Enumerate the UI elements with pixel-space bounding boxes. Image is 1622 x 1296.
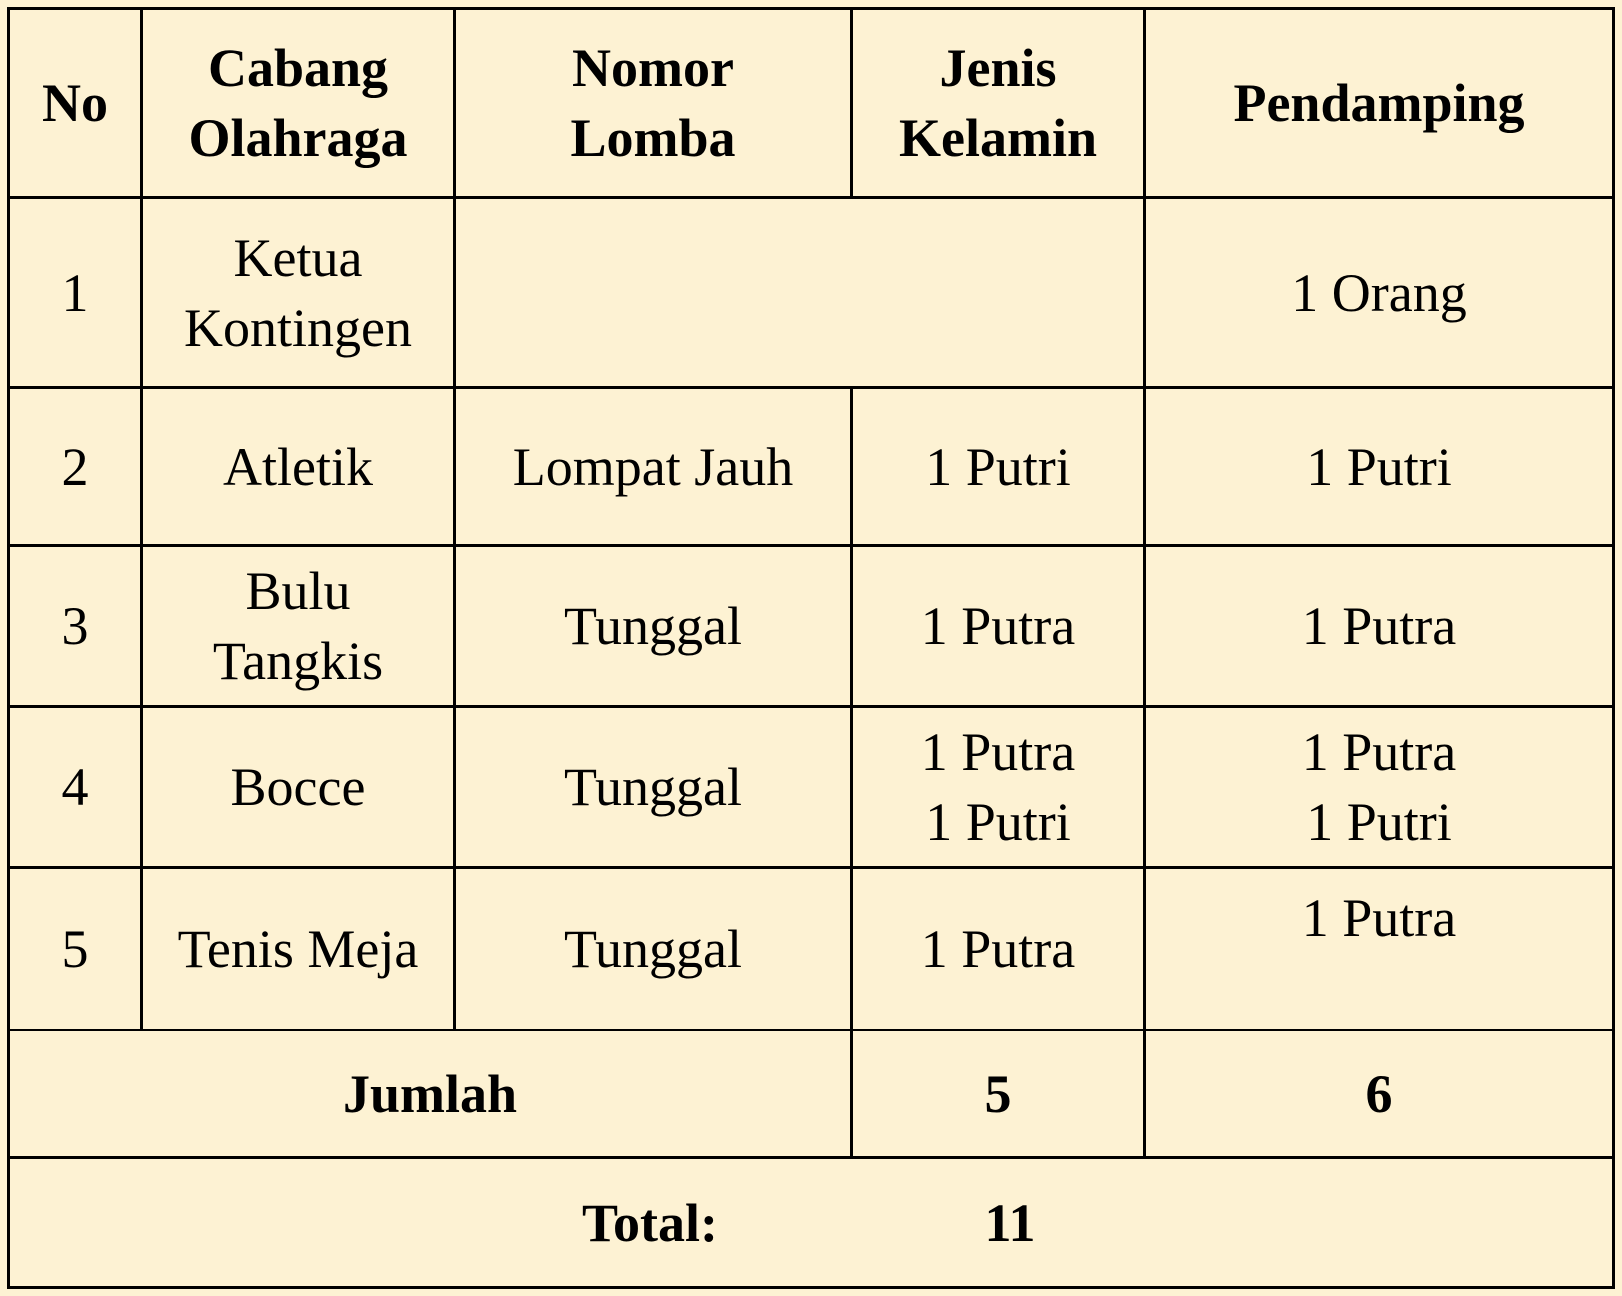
row-5-no-text: 5 (61, 919, 89, 979)
row-5-cabang-text: Tenis Meja (177, 919, 419, 979)
header-cabang (143, 10, 453, 196)
divider-row-1 (7, 386, 1615, 389)
row-4-jenis (853, 708, 1143, 866)
header-nomor-line1: Nomor (572, 38, 734, 98)
row-5-pendamping-text: 1 Putra (1301, 888, 1457, 948)
border-right (1612, 7, 1615, 1289)
row-2-cabang-text: Atletik (223, 436, 373, 497)
divider-col-nomor-body (850, 386, 853, 1159)
total-label (460, 1160, 840, 1286)
row-2-nomor (456, 389, 850, 544)
row-5-nomor (456, 869, 850, 1029)
row-4-pendamping-line2: 1 Putri (1306, 792, 1452, 852)
row-3-pendamping-text: 1 Putra (1301, 596, 1457, 656)
divider-row-5 (7, 1029, 1615, 1031)
row-2-jenis-text: 1 Putri (925, 436, 1071, 497)
row-5-cabang (143, 869, 453, 1029)
row-1-cabang (143, 199, 453, 386)
row-4-cabang-text: Bocce (230, 757, 366, 817)
divider-header (7, 196, 1615, 199)
row-1-cabang-line2: Kontingen (184, 297, 412, 358)
row-1-no (10, 199, 140, 386)
header-jenis-line2: Kelamin (899, 108, 1097, 168)
row-5-no (10, 869, 140, 1029)
row-4-nomor-text: Tunggal (563, 757, 743, 817)
jumlah-pendamping-total (1146, 1031, 1612, 1156)
row-5-pendamping (1146, 869, 1612, 1029)
row-3-nomor (456, 547, 850, 705)
divider-col-no (140, 7, 143, 1031)
row-4-nomor (456, 708, 850, 866)
row-5-jenis-text: 1 Putra (920, 919, 1076, 979)
row-3-pendamping (1146, 547, 1612, 705)
row-1-pendamping-text: 1 Orang (1291, 262, 1467, 323)
row-4-no-text: 4 (61, 757, 89, 817)
divider-col-jenis (1143, 7, 1146, 1159)
jumlah-jenis-total (853, 1031, 1143, 1156)
row-1-no-text: 1 (61, 262, 89, 323)
header-cabang-line2: Olahraga (188, 108, 408, 168)
divider-row-2 (7, 544, 1615, 547)
header-pendamping (1146, 10, 1612, 196)
jumlah-label (10, 1031, 850, 1156)
header-nomor-line2: Lomba (570, 108, 736, 168)
row-2-no-text: 2 (61, 436, 89, 497)
row-3-no-text: 3 (61, 596, 89, 656)
divider-col-nomor-header (850, 7, 853, 198)
row-3-jenis-text: 1 Putra (920, 596, 1076, 656)
border-top (7, 7, 1615, 10)
row-3-jenis (853, 547, 1143, 705)
total-value-text: 11 (984, 1193, 1036, 1253)
border-bottom (7, 1286, 1615, 1289)
row-4-jenis-line2: 1 Putri (925, 792, 1071, 852)
total-label-text: Total: (581, 1193, 719, 1253)
row-3-cabang-line2: Tangkis (212, 631, 384, 691)
header-cabang-line1: Cabang (207, 38, 389, 98)
jumlah-pendamping-total-text: 6 (1365, 1063, 1393, 1124)
row-2-jenis (853, 389, 1143, 544)
divider-row-3 (7, 705, 1615, 708)
border-left (7, 7, 10, 1289)
header-jenis-line1: Jenis (939, 38, 1057, 98)
header-no (10, 10, 140, 196)
row-3-cabang-line1: Bulu (245, 561, 351, 621)
row-4-no (10, 708, 140, 866)
row-2-pendamping (1146, 389, 1612, 544)
row-5-nomor-text: Tunggal (563, 919, 743, 979)
header-jenis (853, 10, 1143, 196)
row-2-cabang (143, 389, 453, 544)
header-pendamping-label: Pendamping (1233, 73, 1525, 133)
row-5-jenis (853, 869, 1143, 1029)
divider-row-4 (7, 866, 1615, 869)
divider-jumlah (7, 1156, 1615, 1159)
row-3-nomor-text: Tunggal (563, 596, 743, 656)
row-3-no (10, 547, 140, 705)
row-4-pendamping (1146, 708, 1612, 866)
jumlah-label-text: Jumlah (342, 1063, 518, 1124)
divider-col-cabang (453, 7, 456, 1031)
row-3-cabang (143, 547, 453, 705)
row-1-pendamping (1146, 199, 1612, 386)
row-4-jenis-line1: 1 Putra (920, 722, 1076, 782)
header-no-label: No (42, 73, 108, 133)
total-value (910, 1160, 1110, 1286)
row-2-pendamping-text: 1 Putri (1306, 436, 1452, 497)
row-4-pendamping-line1: 1 Putra (1301, 722, 1457, 782)
row-1-nomor-jenis-merged (456, 199, 1143, 386)
jumlah-jenis-total-text: 5 (984, 1063, 1012, 1124)
row-2-no (10, 389, 140, 544)
row-1-cabang-line1: Ketua (233, 227, 363, 288)
header-nomor (456, 10, 850, 196)
row-4-cabang (143, 708, 453, 866)
row-2-nomor-text: Lompat Jauh (512, 436, 794, 497)
